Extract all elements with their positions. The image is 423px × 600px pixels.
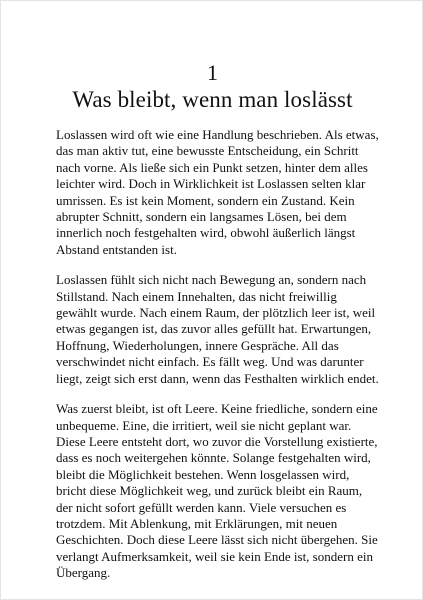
paragraph-2: Loslassen fühlt sich nicht nach Bewegung an, sondern nach Stillstand. Nach einem Innehalten, das nicht freiwillig gewählt wurde. Nach einem Raum, der plötzlich leer ist, weil etwas gegangen ist, das zuvor alles gefüllt hat. Erwartungen, Hoffnung, Wiederholungen, innere Gespräche. All das verschwindet nicht einfach. Es fällt weg. Und was darunter liegt, zeigt sich erst dann, wenn das Festhalten wirklich endet. [56, 272, 379, 386]
chapter-number: 1 [207, 60, 218, 85]
paragraph-1: Loslassen wird oft wie eine Handlung beschrieben. Als etwas, das man aktiv tut, eine bewusste Entscheidung, ein Schritt nach vorne. Als ließe sich ein Punkt setzen, hinter dem alles leichter wird. Doch in Wirklichkeit ist Loslassen selten klar umrissen. Es ist kein Moment, sondern ein Zustand. Kein abrupter Schnitt, sondern ein langsames Lösen, bei dem innerlich noch festgehalten wird, obwohl äußerlich längst Abstand entstanden ist. [56, 127, 379, 257]
paragraph-3: Was zuerst bleibt, ist oft Leere. Keine friedliche, sondern eine unbequeme. Eine, die irritiert, weil sie nicht geplant war. Diese Leere entsteht dort, wo zuvor die Vorstellung existierte, dass es noch weitergehen könnte. Solange festgehalten wird, bleibt die Möglichkeit bestehen. Wenn losgelassen wird, bricht diese Möglichkeit weg, und zurück bleibt ein Raum, der nicht sofort gefüllt werden kann. Viele versuchen es trotzdem. Mit Ablenkung, mit Erklärungen, mit neuen Geschichten. Doch diese Leere lässt sich nicht übergehen. Sie verlangt Aufmerksamkeit, weil sie kein Ende ist, sondern ein Übergang. [56, 401, 378, 581]
chapter-body [56, 127, 380, 596]
chapter-title: Was bleibt, wenn man loslässt [72, 87, 353, 112]
